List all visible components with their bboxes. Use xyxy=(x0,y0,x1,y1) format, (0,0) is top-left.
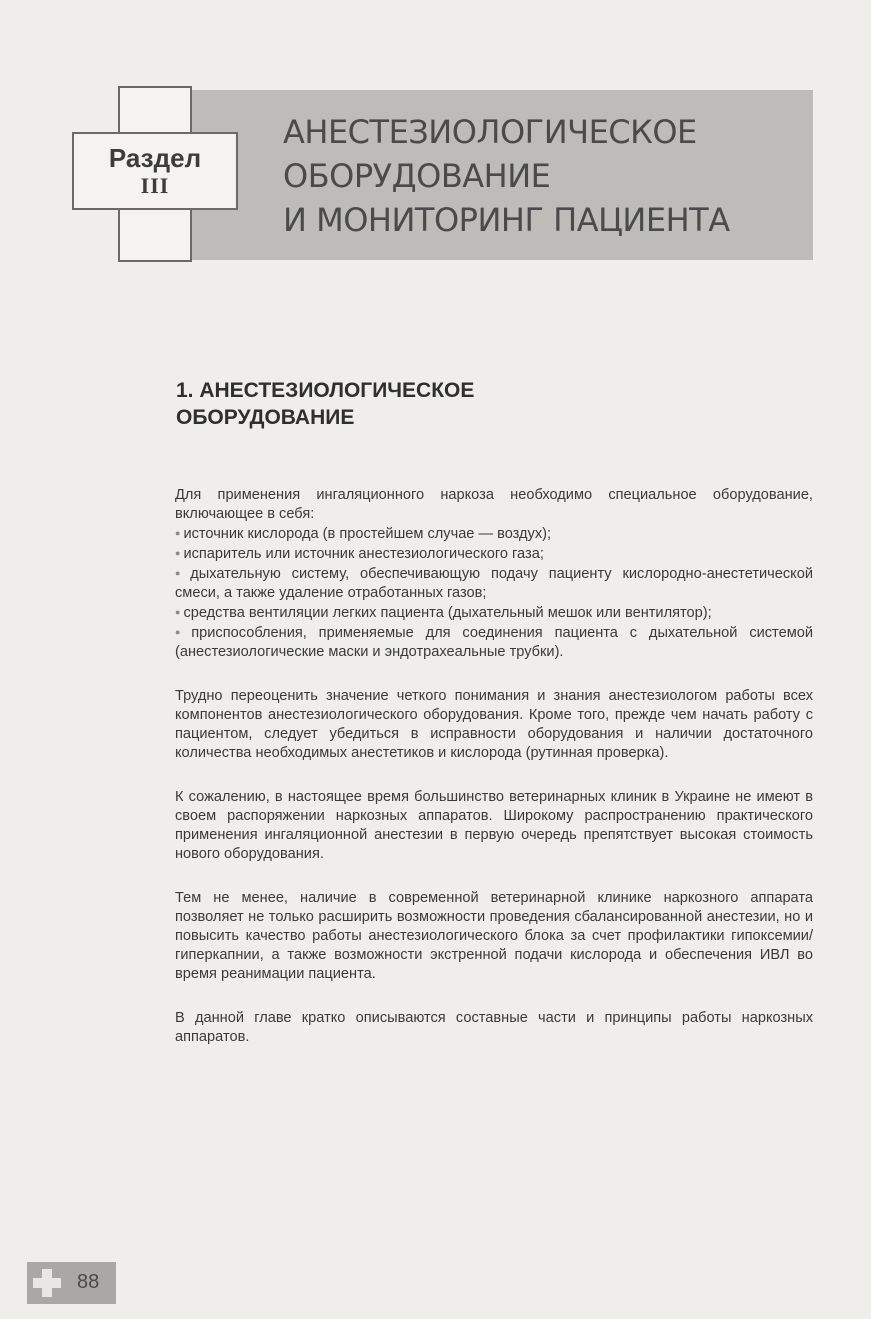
body-text xyxy=(175,486,813,1072)
section-number: III xyxy=(140,173,170,198)
page-number: 88 xyxy=(77,1271,100,1293)
part-title-line: И МОНИТОРИНГ ПАЦИЕНТА xyxy=(283,201,730,239)
part-title xyxy=(283,110,803,242)
paragraph: Трудно переоценить значение четкого понимания и знания анестезиологом работы всех компонентов анестезиологического оборудования. Кроме того, прежде чем начать работу с пациентом, следует убедиться в исправности оборудования и наличии достаточного количества необходимых анестетиков и кислорода (рутинная проверка). xyxy=(175,688,813,761)
list-item: ● средства вентиляции легких пациента (дыхательный мешок или вентилятор); xyxy=(175,603,813,623)
list-item: ● приспособления, применяемые для соединения пациента с дыхательной системой (анестезиологические маски и эндотрахеальные трубки). xyxy=(175,623,813,662)
chapter-title-line: 1. АНЕСТЕЗИОЛОГИЧЕСКОЕ xyxy=(176,379,475,402)
equipment-list xyxy=(175,524,813,662)
chapter-title-line: ОБОРУДОВАНИЕ xyxy=(176,406,355,429)
part-title-line: ОБОРУДОВАНИЕ xyxy=(283,157,551,195)
part-title-line: АНЕСТЕЗИОЛОГИЧЕСКОЕ xyxy=(283,113,697,151)
section-cross-badge xyxy=(72,86,238,262)
paragraph: В данной главе кратко описываются составные части и принципы работы наркозных аппаратов. xyxy=(175,1010,813,1045)
section-label: Раздел xyxy=(108,143,202,173)
list-item: ● дыхательную систему, обеспечивающую подачу пациенту кислородно-анестетической смеси, а также удаление отработанных газов; xyxy=(175,564,813,603)
list-item: ● источник кислорода (в простейшем случае — воздух); xyxy=(175,524,813,544)
intro-paragraph: Для применения ингаляционного наркоза необходимо специальное оборудование, включающее в себя: xyxy=(175,487,813,522)
paragraph: К сожалению, в настоящее время большинство ветеринарных клиник в Украине не имеют в своем распоряжении наркозных аппаратов. Широкому распространению практического применения ингаляционной анестезии в первую очередь препятствует высокая стоимость нового оборудования. xyxy=(175,789,813,862)
cross-icon xyxy=(33,1269,61,1297)
paragraph: Тем не менее, наличие в современной ветеринарной клинике наркозного аппарата позволяет не только расширить возможности проведения сбалансированной анестезии, но и повысить качество работы анестезиологического блока за счет профилактики гипоксемии/ гиперкапнии, а также возможности экстренной подачи кислорода и обеспечения ИВЛ во время реанимации пациента. xyxy=(175,890,813,982)
chapter-title xyxy=(176,377,636,431)
page-number-tab xyxy=(27,1262,116,1304)
list-item: ● испаритель или источник анестезиологического газа; xyxy=(175,544,813,564)
